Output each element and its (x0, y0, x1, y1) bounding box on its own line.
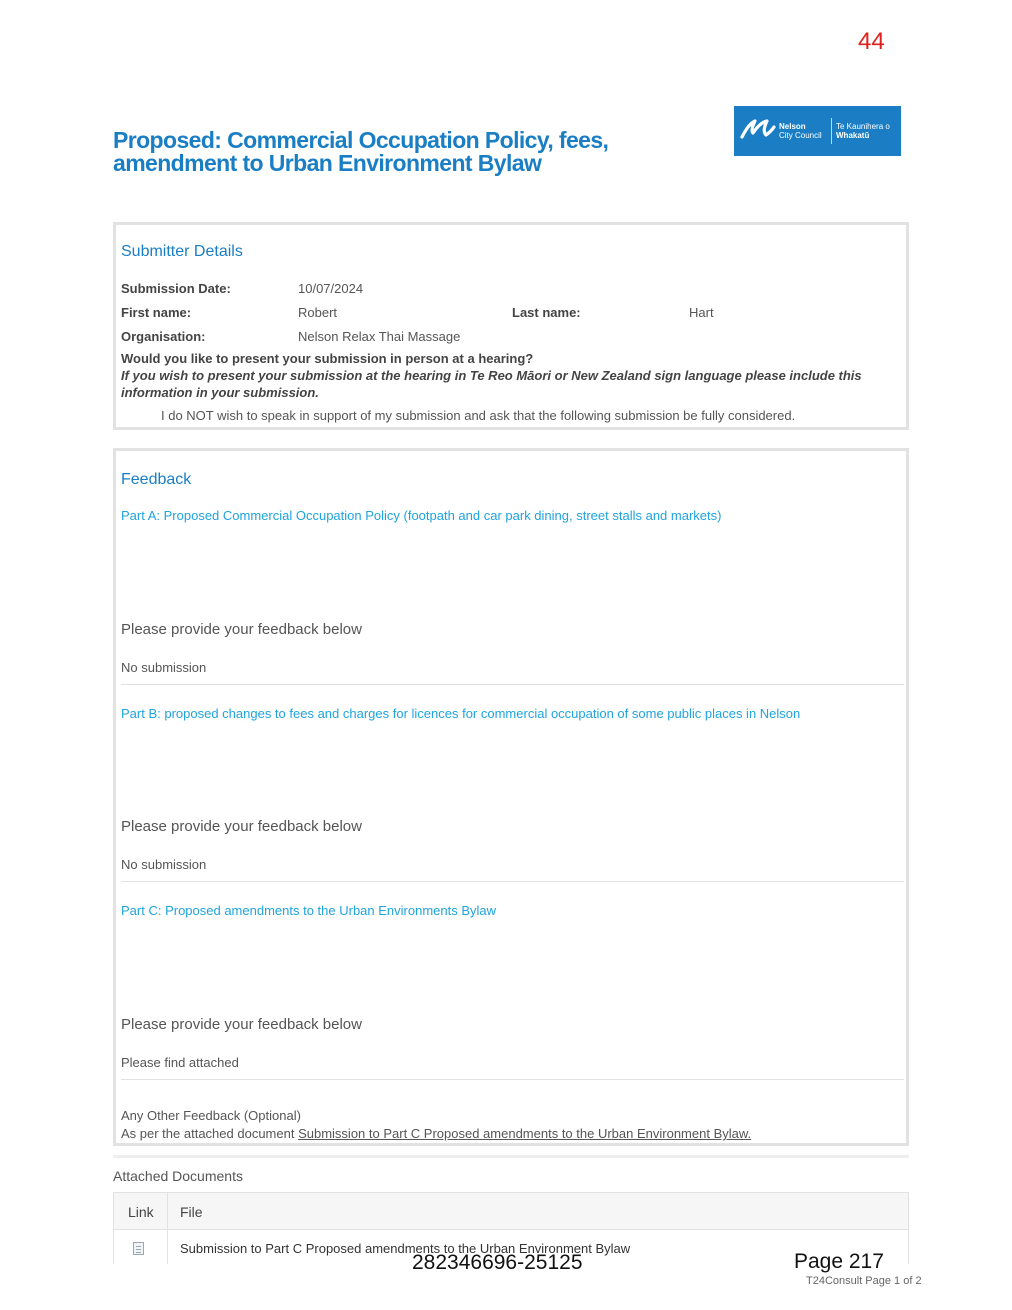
other-feedback-intro: As per the attached document (121, 1126, 295, 1141)
part-c-prompt: Please provide your feedback below (121, 1016, 362, 1033)
attached-document-link[interactable]: Submission to Part C Proposed amendments to the Urban Environment Bylaw. (298, 1126, 752, 1141)
first-name-label: First name: (121, 305, 192, 320)
part-b-prompt: Please provide your feedback below (121, 818, 362, 835)
attachments-heading: Attached Documents (113, 1168, 243, 1184)
part-c-answer: Please find attached (121, 1055, 239, 1070)
document-id: 282346696-25125 (412, 1251, 583, 1274)
last-name-label: Last name: (512, 305, 581, 320)
last-name-value: Hart (689, 305, 714, 320)
part-c-divider (121, 1079, 904, 1080)
logo-divider (831, 118, 832, 144)
other-feedback-text (121, 1126, 751, 1141)
part-a-answer: No submission (121, 660, 207, 675)
feedback-heading: Feedback (121, 471, 192, 488)
page-number-top: 44 (858, 28, 885, 55)
logo-maori-name (836, 122, 890, 140)
logo-maori-line2: Whakatū (836, 131, 870, 140)
submitter-details-heading: Submitter Details (121, 243, 243, 260)
page-label: Page 217 (794, 1250, 884, 1273)
other-feedback-label: Any Other Feedback (Optional) (121, 1108, 301, 1123)
logo-maori-line1: Te Kaunihera o (836, 122, 890, 131)
organisation-label: Organisation: (121, 329, 206, 344)
organisation-value: Nelson Relax Thai Massage (298, 329, 461, 344)
attachment-file-name: Submission to Part C Proposed amendments to the Urban Environment Bylaw (180, 1241, 631, 1256)
part-a-title: Part A: Proposed Commercial Occupation Policy (footpath and car park dining, street stalls and markets) (121, 508, 722, 523)
hearing-answer: I do NOT wish to speak in support of my submission and ask that the following submission be fully considered. (161, 408, 796, 423)
submission-date-label: Submission Date: (121, 281, 231, 296)
part-c-title: Part C: Proposed amendments to the Urban Environments Bylaw (121, 903, 497, 918)
hearing-note: If you wish to present your submission at the hearing in Te Reo Māori or New Zealand sign language please include this information in your submission. (121, 368, 862, 400)
attachments-divider (113, 1155, 909, 1158)
part-b-answer: No submission (121, 857, 207, 872)
column-header-link: Link (128, 1204, 154, 1220)
hearing-question: Would you like to present your submission in person at a hearing? (121, 351, 534, 366)
column-header-file: File (180, 1204, 203, 1220)
logo-name-line2: City Council (779, 131, 822, 140)
logo-name (779, 122, 822, 140)
submitter-details-panel (113, 222, 909, 430)
council-logo (734, 106, 901, 156)
part-b-title: Part B: proposed changes to fees and charges for licences for commercial occupation of some public places in Nelson (121, 706, 801, 721)
logo-mark-icon (740, 115, 776, 143)
submission-date-value: 10/07/2024 (298, 281, 364, 296)
part-b-divider (121, 881, 904, 882)
part-a-prompt: Please provide your feedback below (121, 621, 362, 638)
document-icon[interactable] (133, 1242, 144, 1255)
part-a-divider (121, 684, 904, 685)
first-name-value: Robert (298, 305, 338, 320)
footer-page-info: T24Consult Page 1 of 2 (806, 1275, 922, 1287)
feedback-panel (113, 448, 909, 1146)
logo-name-line1: Nelson (779, 122, 806, 131)
document-title: Proposed: Commercial Occupation Policy, fees, amendment to Urban Environment Bylaw (113, 127, 609, 176)
column-divider (167, 1193, 168, 1264)
attachments-table-header (114, 1193, 908, 1230)
